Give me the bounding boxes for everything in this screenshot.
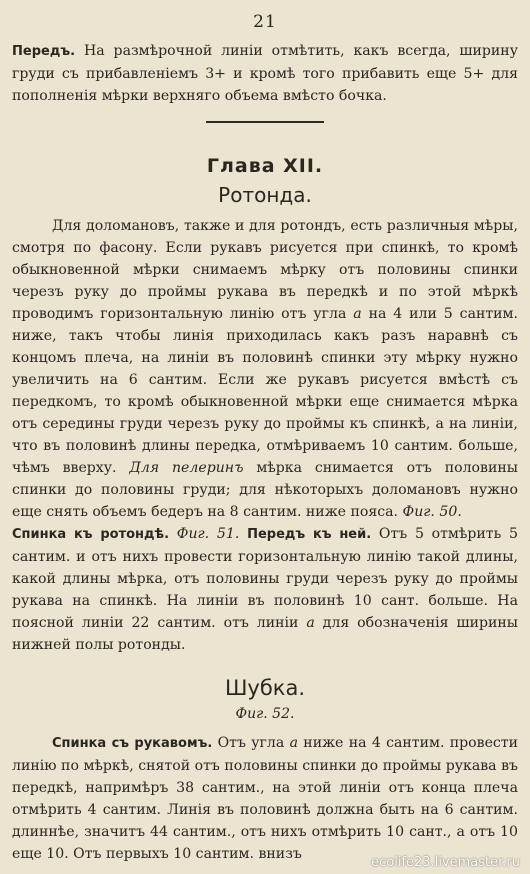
rotonda-text-d: Отъ 5 отмѣрить 5 сантим. и отъ нихъ провести горизонтальную линію такой длины, какой длины мѣрка, отъ половины груди черезъ руку до проймы рукава на спинкѣ. На линіи въ половинѣ 10 сант. больше. На поясной линіи 22 сантим. отъ линіи [12,526,518,631]
rotonda-front-lead: Передъ къ ней. [239,527,372,542]
rotonda-pelerina: Для пелеринъ [129,460,244,476]
intro-paragraph [12,40,518,107]
section-title-shubka: Шубка. [224,676,306,700]
section-title-rotonda: Ротонда. [218,183,312,207]
rotonda-paragraph-1 [12,215,518,523]
shubka-text-b: ниже на 4 сантим. провести линію по мѣркѣ, снятой отъ половины спинки до проймы рукава въ передкѣ, напримѣръ 38 сантим., на этой линіи отъ конца плеча отмѣрить 4 сантим. Линія въ половинѣ должна быть на 6 сантим. длиннѣе, значитъ 44 сантим., отъ нихъ отмѣрить 10 сант., а отъ 10 еще 10. Отъ первыхъ 10 сантим. внизъ [12,735,518,862]
rotonda-letter-a-2: а [306,615,315,631]
rotonda-paragraph-2 [12,523,518,656]
rotonda-text-e: для обозначенія ширины нижней полы ротонды. [12,615,518,653]
shubka-lead: Спинка съ рукавомъ. [52,736,213,751]
intro-text: На размѣрочной линіи отмѣтить, какъ всегда, ширину груди съ прибавленіемъ 3+ и кромѣ того прибавить еще 5+ для пополненія мѣрки верхняго объема вмѣсто бочка. [12,43,518,104]
rotonda-letter-a: а [353,306,362,322]
intro-lead: Передъ. [12,44,76,59]
book-page [12,0,518,865]
figure-ref-50: Фиг. 50. [402,504,462,520]
rotonda-text-c: мѣрка снимается отъ половины спинки до половины груди; для нѣкоторыхъ доломановъ нужно еще снять объемъ бедеръ на 8 сантим. ниже пояса. [12,460,518,520]
divider-rule [206,121,324,123]
chapter-heading: Глава XII. [206,155,324,177]
shubka-letter-a: а [289,735,298,751]
figure-ref-52: Фиг. 52. [235,706,295,722]
figure-ref-51: Фиг. 51. [169,526,240,542]
shubka-paragraph [12,732,518,865]
shubka-text-a: Отъ угла [212,735,290,751]
rotonda-back-lead: Спинка къ ротондѣ. [12,527,170,542]
rotonda-text-a: Для доломановъ, также и для ротондъ, есть различныя мѣры, смотря по фасону. Если рукавъ рисуется при спинкѣ, то кромѣ обыкновенной мѣрки снимаемъ мѣрку отъ половины спинки черезъ руку до проймы рукава въ передкѣ и по этой мѣркѣ проводимъ горизонтальную линію отъ угла [12,218,518,322]
page-number: 21 [253,12,277,32]
watermark: ecolife23.livemaster.ru [371,855,520,870]
rotonda-text-b: на 4 или 5 сантим. ниже, такъ чтобы линія приходилась какъ разъ наравнѣ съ концомъ плеча, на линіи въ половинѣ спинки эту мѣрку нужно увеличить на 6 сантим. Если же рукавъ рисуется вмѣстѣ съ передкомъ, то кромѣ обыкновенной мѣрки еще снимается мѣрка отъ середины груди черезъ руку до проймы къ спинкѣ, а на линіи, что въ половинѣ длины передка, отмѣриваемъ 10 сантим. больше, чѣмъ вверху. [12,306,518,476]
